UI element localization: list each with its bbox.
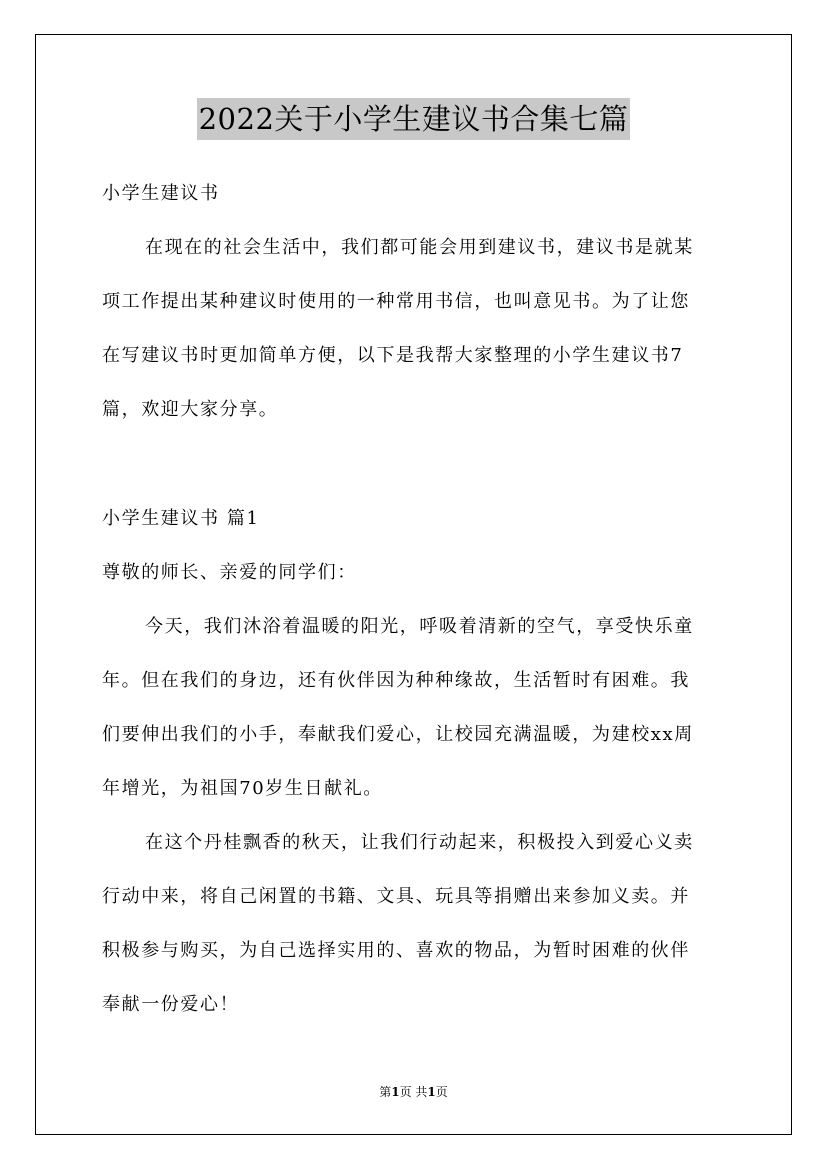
paragraph-line: 行动中来，将自己闲置的书籍、文具、玩具等捐赠出来参加义卖。并 <box>102 886 690 907</box>
footer-text: 页 <box>435 1085 448 1099</box>
paragraph-line: 年增光，为祖国70岁生日献礼。 <box>102 778 383 799</box>
title-container <box>0 98 827 140</box>
intro-heading: 小学生建议书 <box>102 183 220 204</box>
intro-line: 项工作提出某种建议时使用的一种常用书信，也叫意见书。为了让您 <box>102 291 690 312</box>
page-footer <box>0 1084 827 1100</box>
footer-text: 第 <box>379 1085 392 1099</box>
section-heading: 小学生建议书 篇1 <box>102 508 260 529</box>
paragraph-line: 奉献一份爱心！ <box>102 994 240 1015</box>
intro-line: 篇，欢迎大家分享。 <box>102 399 279 420</box>
page-total: 1 <box>427 1085 436 1099</box>
footer-text: 页 共 <box>399 1085 428 1099</box>
paragraph-line: 积极参与购买，为自己选择实用的、喜欢的物品，为暂时困难的伙伴 <box>102 940 690 961</box>
paragraph-line: 年。但在我们的身边，还有伙伴因为种种缘故，生活暂时有困难。我 <box>102 670 690 691</box>
salutation: 尊敬的师长、亲爱的同学们： <box>102 562 357 583</box>
paragraph-line: 在这个丹桂飘香的秋天，让我们行动起来，积极投入到爱心义卖 <box>145 832 694 853</box>
paragraph-line: 今天，我们沐浴着温暖的阳光，呼吸着清新的空气，享受快乐童 <box>145 616 694 637</box>
page-number: 1 <box>391 1085 400 1099</box>
intro-line: 在现在的社会生活中，我们都可能会用到建议书，建议书是就某 <box>145 237 694 258</box>
intro-line: 在写建议书时更加简单方便，以下是我帮大家整理的小学生建议书7 <box>102 345 684 366</box>
paragraph-line: 们要伸出我们的小手，奉献我们爱心，让校园充满温暖，为建校xx周 <box>102 724 694 745</box>
document-title: 2022关于小学生建议书合集七篇 <box>197 98 631 140</box>
